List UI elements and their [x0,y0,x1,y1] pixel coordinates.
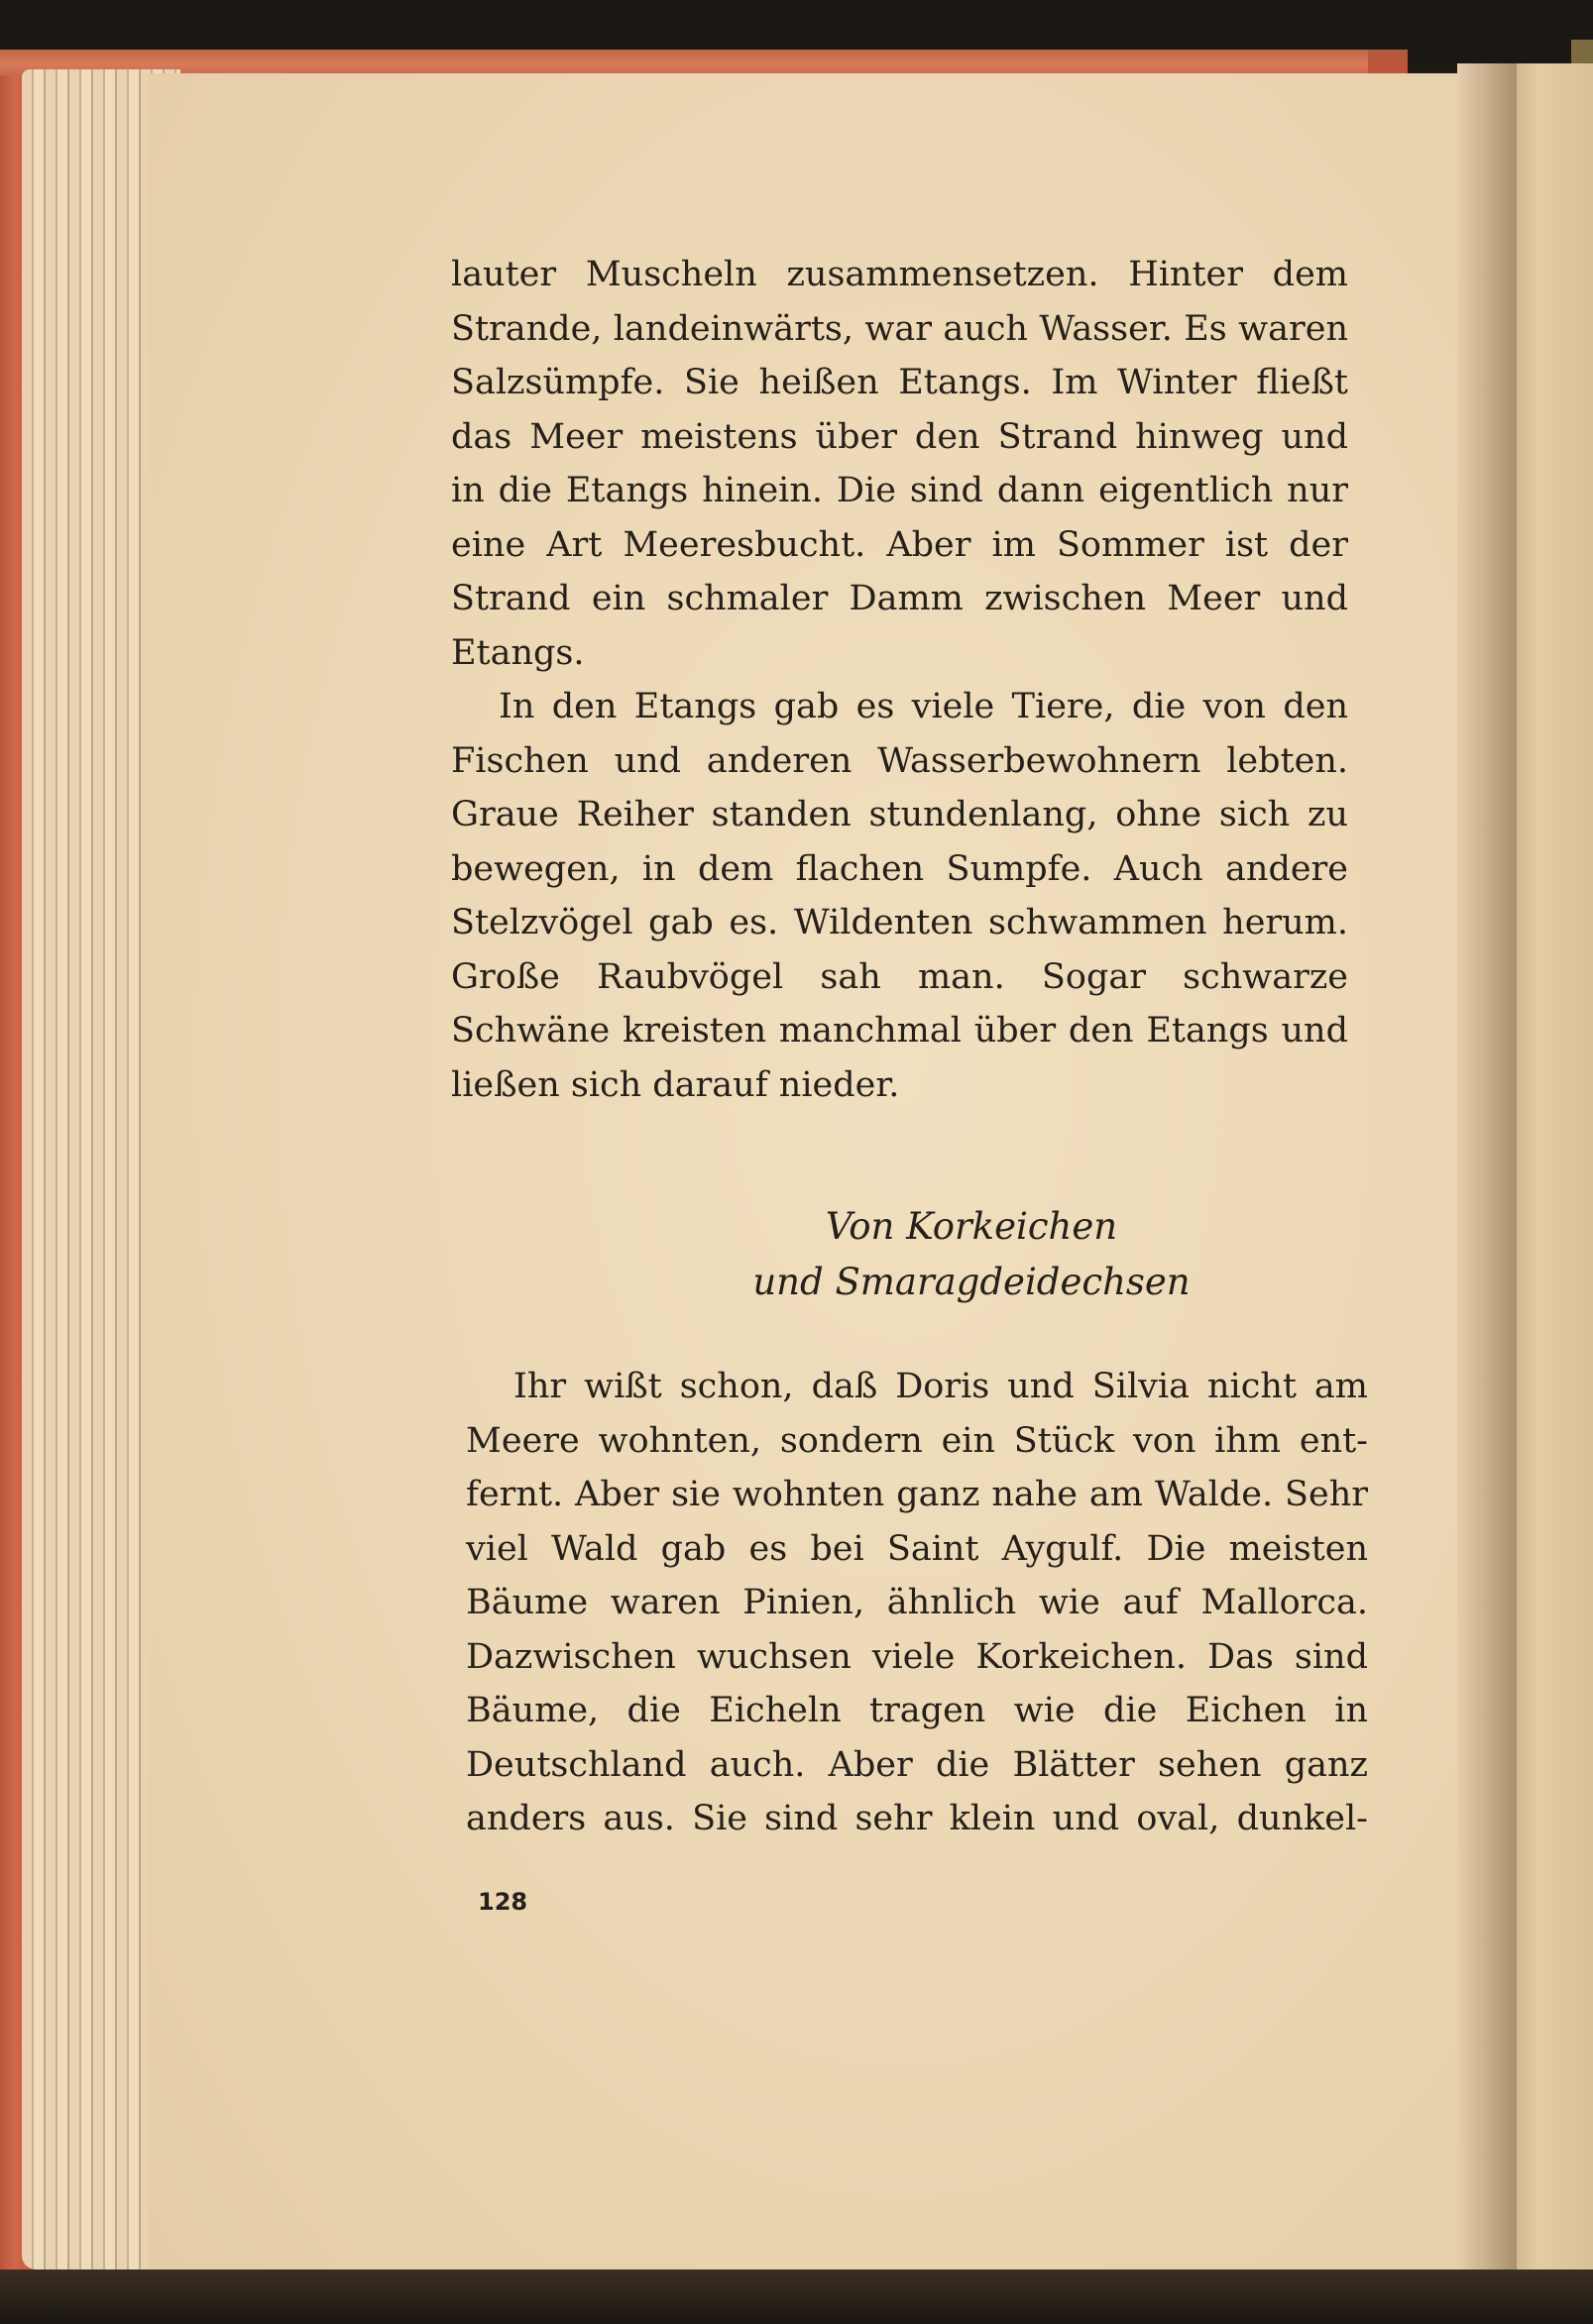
book-cover-top-edge [0,50,1368,75]
text-line: viel Wald gab es bei Saint Aygulf. Die meisten [466,1528,1368,1569]
text-line: Deutschland auch. Aber die Blätter sehen ganz [466,1744,1368,1785]
text-line: In den Etangs gab es viele Tiere, die von den [499,687,1348,726]
text-line: ließen sich darauf nieder. [451,1064,900,1105]
text-line: fernt. Aber sie wohnten ganz nahe am Walde. Sehr [466,1475,1368,1514]
text-line: Graue Reiher standen stundenlang, ohne sich zu [451,795,1348,834]
text-line: Salzsümpfe. Sie heißen Etangs. Im Winter fließt [451,363,1348,402]
text-line: Dazwischen wuchsen viele Korkeichen. Das sind [466,1636,1368,1677]
text-line: Meere wohnten, sondern ein Stück von ihm ent- [466,1420,1368,1461]
page-number: 128 [478,1888,528,1916]
text-line: Ihr wißt schon, daß Doris und Silvia nicht am [513,1367,1368,1406]
text-line: Etangs. [451,632,585,673]
page-gutter [1457,63,1517,2303]
text-line: eine Art Meeresbucht. Aber im Sommer ist der [451,524,1348,565]
text-line: in die Etangs hinein. Die sind dann eigentlich nur [451,471,1348,510]
text-line: lauter Muscheln zusammensetzen. Hinter dem [451,255,1348,294]
heading-line-1: Von Korkeichen [825,1205,1118,1248]
text-line: Strand ein schmaler Damm zwischen Meer und [451,579,1348,618]
section-heading [595,1199,1348,1310]
text-line: bewegen, in dem flachen Sumpfe. Auch andere [451,848,1348,889]
text-line: Schwäne kreisten manchmal über den Etangs und [451,1011,1348,1051]
text-line: das Meer meistens über den Strand hinweg und [451,416,1348,457]
heading-line-2: und Smaragdeidechsen [752,1261,1191,1303]
text-line: Fischen und anderen Wasserbewohnern lebten. [451,740,1348,781]
text-line: Bäume, die Eicheln tragen wie die Eichen in [466,1691,1368,1730]
paragraph-3 [466,1360,1368,1846]
paragraph-1 [451,248,1348,1112]
background-bottom [0,2269,1593,2324]
text-line: Stelzvögel gab es. Wildenten schwammen herum. [451,903,1348,942]
text-line: Große Raubvögel sah man. Sogar schwarze [451,956,1348,997]
text-line: Bäume waren Pinien, ähnlich wie auf Mallorca. [466,1583,1368,1622]
text-line: anders aus. Sie sind sehr klein und oval, dunkel- [466,1799,1368,1838]
text-line: Strande, landeinwärts, war auch Wasser. Es waren [451,308,1348,349]
